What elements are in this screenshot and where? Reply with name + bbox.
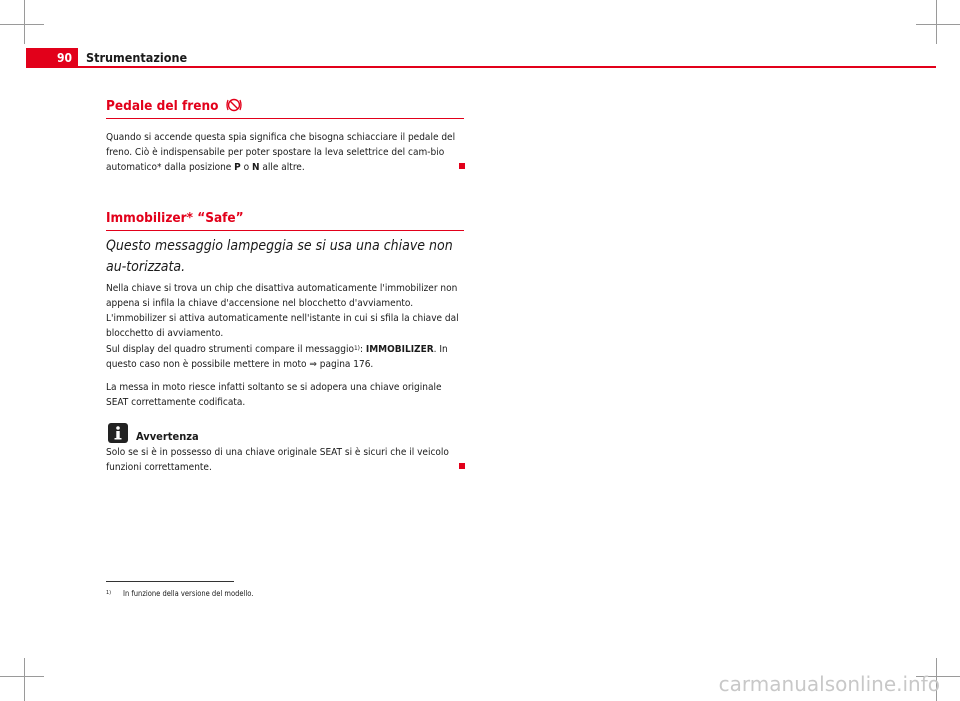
section-title-brake-pedal — [106, 98, 242, 116]
watermark: carmanualsonline.info — [718, 672, 940, 696]
section-end-mark — [459, 463, 465, 469]
section-end-mark — [459, 163, 465, 169]
immobilizer-paragraph-1: Nella chiave si trova un chip che disattiva automaticamente l'immobilizer non appena si infila la chiave d'accensione nel blocchetto d'avviamento. L'immobilizer si attiva automaticamente nell'istante in cui si sfila la chiave dal blocchetto di avviamento. — [106, 283, 459, 339]
immobilizer-paragraph-3: La messa in moto riesce infatti soltanto se si adopera una chiave originale SEAT correttamente codificata. — [106, 382, 442, 408]
note-label: Avvertenza — [136, 430, 199, 443]
crop-mark — [0, 24, 44, 25]
crop-mark — [24, 0, 25, 44]
section-title-immobilizer: Immobilizer* “Safe” — [106, 210, 244, 226]
immobilizer-message: IMMOBILIZER — [365, 344, 434, 355]
brake-paragraph: Quando si accende questa spia significa che bisogna schiacciare il pedale del freno. Ciò è indispensabile per poter spostare la leva selettrice del cam-bio automatico* dalla posizione P o N alle altre. — [106, 132, 456, 173]
crop-mark — [916, 24, 960, 25]
note-text: Solo se si è in possesso di una chiave originale SEAT si è sicuri che il veicolo funzioni correttamente. — [106, 447, 449, 473]
crop-mark — [0, 676, 44, 677]
section-rule — [106, 230, 464, 231]
footnote-rule — [106, 581, 234, 582]
footnote-text: In funzione della versione del modello. — [123, 589, 254, 598]
footnote — [106, 588, 406, 599]
crop-mark — [936, 0, 937, 44]
lead-paragraph: Questo messaggio lampeggia se si usa una chiave non au-torizzata. — [106, 238, 453, 275]
page-number: 90 — [26, 48, 78, 68]
chapter-title: Strumentazione — [86, 50, 188, 65]
footnote-marker: 1) — [106, 590, 112, 596]
section-title-text: Pedale del freno — [106, 98, 219, 114]
brake-pedal-warning-icon — [226, 98, 242, 116]
header-rule — [78, 66, 936, 68]
info-note-icon — [108, 423, 128, 443]
section-rule — [106, 118, 464, 119]
immobilizer-paragraph-2: Sul display del quadro strumenti compare il messaggio$^{1)}$: IMMOBILIZER. In questo caso non è possibile mettere in moto ⇒ pagina 176. — [106, 344, 448, 370]
footnote-ref: 1) — [353, 344, 360, 352]
crop-mark — [24, 658, 25, 701]
